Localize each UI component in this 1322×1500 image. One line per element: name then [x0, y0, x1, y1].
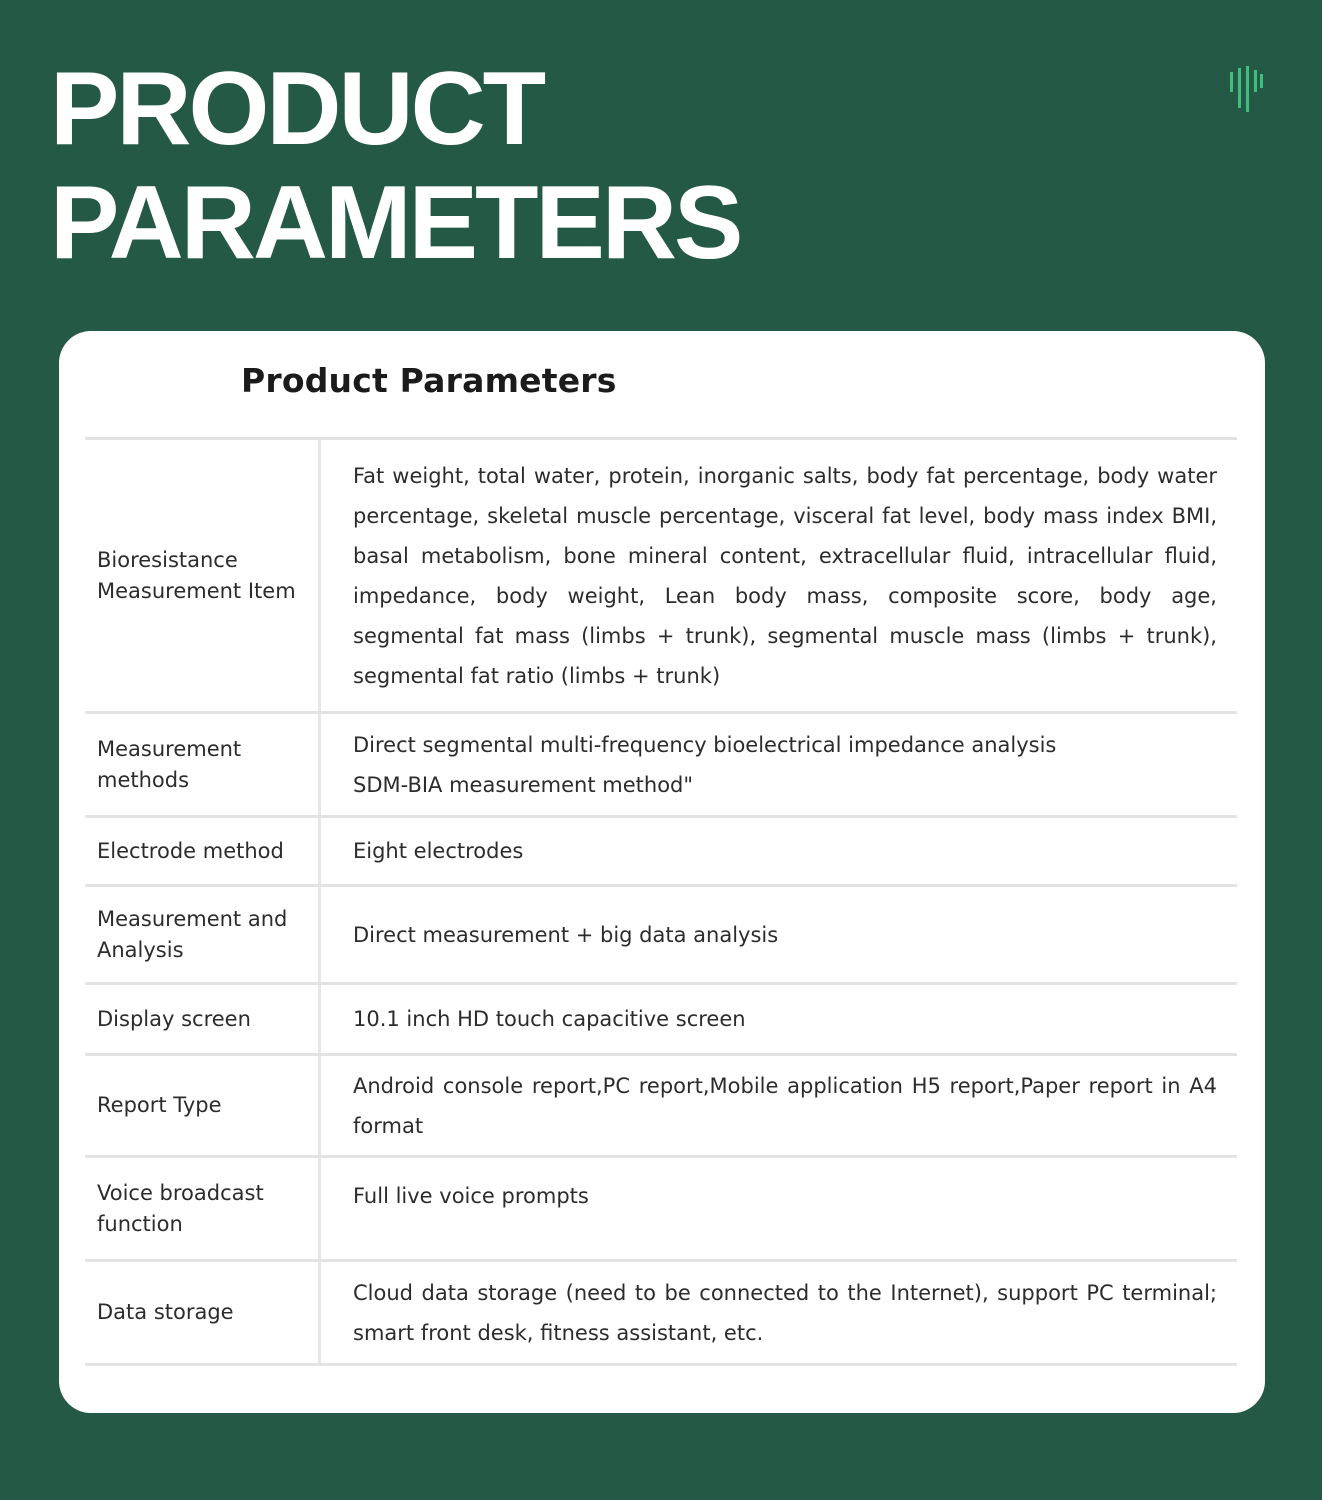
table-row	[85, 440, 1237, 714]
row-value-text: Eight electrodes	[353, 839, 524, 863]
table-row	[85, 985, 1237, 1056]
parameters-table	[85, 437, 1298, 1366]
hero-title	[50, 52, 740, 280]
row-value	[321, 440, 1237, 711]
table-row	[85, 818, 1237, 887]
row-value-line-2: SDM-BIA measurement method"	[353, 772, 694, 797]
row-value-text: Android console report,PC report,Mobile application H5 report,Paper report in A4 format	[353, 1073, 1217, 1138]
row-value	[321, 1056, 1237, 1155]
row-label: Display screen	[85, 985, 321, 1053]
row-value-text: Cloud data storage (need to be connected to the Internet), support PC terminal; smart front desk, fitness assistant, etc.	[353, 1280, 1298, 1345]
parameters-card	[59, 331, 1298, 1413]
row-value-text: Fat weight, total water, protein, inorganic salts, body fat percentage, body water percentage, skeletal muscle percentage, visceral fat level, body mass index BMI, basal metabolism, bone mineral content, extracellular fluid, intracellular fluid, impedance, body weight, Lean body mass, composite score, body age, segmental fat mass (limbs + trunk), segmental muscle mass (limbs + trunk), segmental fat ratio (limbs + trunk)	[353, 463, 1217, 688]
card-title: Product Parameters	[241, 361, 617, 400]
table-row	[85, 714, 1237, 818]
row-value	[321, 714, 1237, 815]
row-label: Voice broadcast function	[85, 1158, 321, 1259]
row-value	[321, 887, 1237, 982]
row-label: Report Type	[85, 1056, 321, 1155]
row-value-line-1: Direct segmental multi-frequency bioelectrical impedance analysis	[353, 732, 1057, 757]
row-label: Data storage	[85, 1262, 321, 1363]
row-value	[321, 985, 1237, 1053]
hero-title-line-1: PRODUCT	[50, 51, 544, 167]
row-value	[321, 818, 1237, 884]
row-label: Measurement methods	[85, 714, 321, 815]
row-value-text: Full live voice prompts	[353, 1184, 589, 1208]
table-row	[85, 1262, 1298, 1366]
row-value-text: Direct measurement + big data analysis	[353, 922, 779, 947]
brand-logo-icon	[1228, 66, 1264, 114]
row-label: Electrode method	[85, 818, 321, 884]
row-value-text: 10.1 inch HD touch capacitive screen	[353, 1007, 746, 1031]
hero-title-line-2: PARAMETERS	[50, 165, 741, 281]
row-label: Measurement and Analysis	[85, 887, 321, 982]
row-value	[321, 1158, 1237, 1259]
table-row	[85, 887, 1237, 985]
row-label: Bioresistance Measurement Item	[85, 440, 321, 711]
row-value	[321, 1262, 1298, 1363]
table-row	[85, 1056, 1237, 1158]
table-row	[85, 1158, 1237, 1262]
